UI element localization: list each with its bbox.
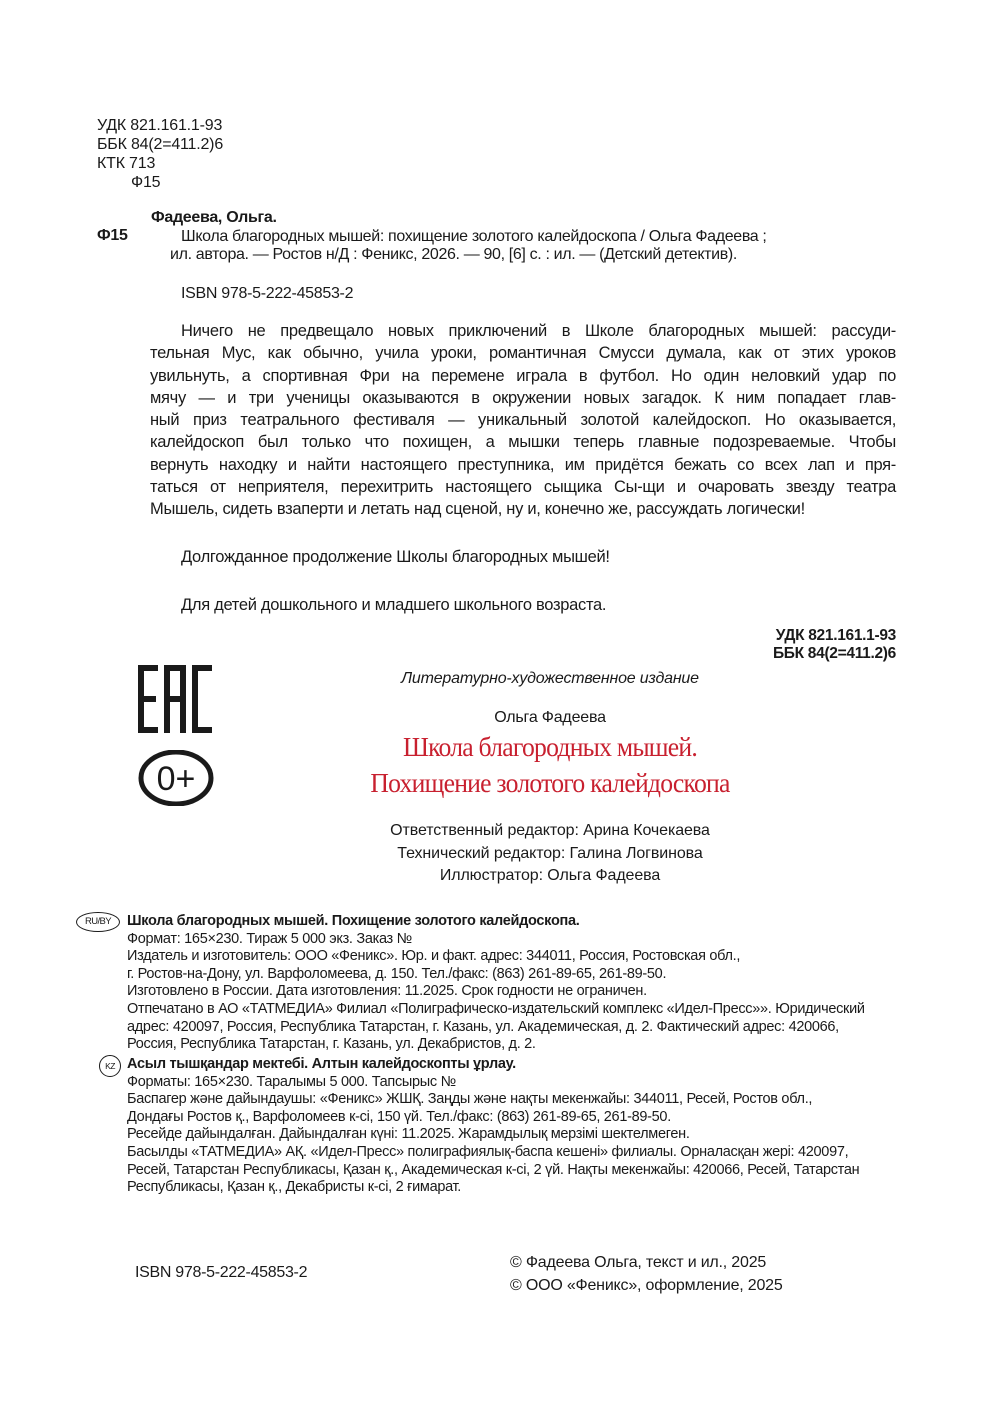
imprint-line: Россия, Республика Татарстан, г. Казань, ул. Декабристов, д. 2. — [127, 1036, 536, 1053]
udk-code: УДК 821.161.1-93 — [775, 627, 896, 644]
isbn-record: ISBN 978-5-222-45853-2 — [181, 285, 354, 302]
author-mark: Ф15 — [131, 174, 161, 191]
annotation-line: вернуть находку и найти настоящего преступника, им придётся бежать со всех лап и пря- — [150, 455, 896, 474]
classification-block — [97, 116, 223, 192]
imprint-line: адрес: 420097, Россия, Республика Татарстан, г. Казань, ул. Академическая, д. 2. Фактический адрес: 420066, — [127, 1018, 839, 1035]
imprint-line: Республикасы, Қазан қ., Декабристы к-сі, 2 ғимарат. — [127, 1179, 462, 1196]
imprint-line: Отпечатано в АО «ТАТМЕДИА» Филиал «Полиграфическо-издательский комплекс «Идел-Пресс»». Юридический — [127, 1000, 865, 1017]
credits-block — [300, 820, 800, 888]
imprint-line: Издатель и изготовитель: ООО «Феникс». Юр. и факт. адрес: 344011, Россия, Ростовская обл., — [127, 948, 741, 965]
ktk-code: КТК 713 — [97, 155, 156, 172]
imprint-line: Изготовлено в России. Дата изготовления: 11.2025. Срок годности не ограничен. — [127, 983, 647, 1000]
age-rating-icon — [138, 750, 214, 806]
copyright-author: © Фадеева Ольга, текст и ил., 2025 — [510, 1254, 767, 1271]
imprint-line: Баспагер және дайындаушы: «Феникс» ЖШҚ. Заңды және нақты мекенжайы: 344011, Ресей, Ростов обл., — [127, 1091, 813, 1108]
annotation-line: Мышель, сидеть взаперти и летать над сценой, ну и, конечно же, рассуждать логически! — [150, 500, 805, 519]
copyright-block — [510, 1251, 783, 1297]
kz-badge-icon: KZ — [99, 1055, 121, 1077]
imprint-line: Ресей, Татарстан Республикасы, Қазан қ., Академическая к-сі, 2 үй. Нақты мекенжайы: 420066, Ресей, Татарстан — [127, 1161, 860, 1178]
classification-right — [773, 627, 896, 663]
age-rating-text: 0+ — [156, 760, 196, 798]
udk-code: УДК 821.161.1-93 — [97, 117, 223, 134]
bbk-code: ББК 84(2=411.2)6 — [772, 645, 896, 662]
series-note: Долгожданное продолжение Школы благородных мышей! — [181, 548, 610, 566]
annotation-line: тельная Мус, как обычно, учила уроки, романтичная Смусси думала, как от этих уроков — [150, 344, 896, 363]
imprint-title: Асыл тышқандар мектебі. Алтын калейдоскопты ұрлау. — [127, 1056, 516, 1072]
credit-responsible-editor: Ответственный редактор: Арина Кочекаева — [390, 822, 710, 839]
bbk-code: ББК 84(2=411.2)6 — [97, 136, 224, 153]
author-heading: Фадеева, Ольга. — [151, 209, 277, 226]
isbn-footer: ISBN 978-5-222-45853-2 — [135, 1264, 308, 1281]
imprint-line: Дондағы Ростов қ., Варфоломеев к-сі, 150 үй. Тел./факс: (863) 261-89-65, 261-89-50. — [127, 1108, 671, 1125]
edition-type: Литературно-художественное издание — [401, 670, 699, 687]
imprint-title: Школа благородных мышей. Похищение золотого калейдоскопа. — [127, 913, 580, 929]
copyright-publisher: © ООО «Феникс», оформление, 2025 — [510, 1277, 783, 1294]
imprint-kz — [127, 1056, 927, 1197]
bibliographic-publication-line: ил. автора. — Ростов н/Д : Феникс, 2026. — 90, [6] с. : ил. — (Детский детектив). — [170, 246, 737, 263]
annotation-line: мячу — и три ученицы оказываются в окружении новых загадок. К ним попадает глав- — [150, 388, 896, 407]
author-name: Ольга Фадеева — [494, 709, 606, 726]
imprint-line: г. Ростов-на-Дону, ул. Варфоломеева, д. 150. Тел./факс: (863) 261-89-65, 261-89-50. — [127, 965, 667, 982]
bibliographic-title-line: Школа благородных мышей: похищение золотого калейдоскопа / Ольга Фадеева ; — [181, 228, 767, 245]
imprint-line: Форматы: 165×230. Таралымы 5 000. Тапсырыс № — [127, 1073, 456, 1090]
imprint-ru — [127, 913, 927, 1054]
credit-illustrator: Иллюстратор: Ольга Фадеева — [439, 867, 661, 884]
author-mark-code: Ф15 — [97, 227, 128, 244]
imprint-line: Басылды «ТАТМЕДИА» АҚ. «Идел-Пресс» полиграфиялық-баспа кешені» филиалы. Орналасқан жері: 420097, — [127, 1143, 849, 1160]
credit-technical-editor: Технический редактор: Галина Логвинова — [397, 844, 703, 862]
annotation-line: таться от неприятеля, перехитрить настоящего сыщика Сы-щи и очаровать звезду театра — [150, 478, 896, 497]
annotation-line: увильнуть, а спортивная Фри на перемене играла в футбол. Но один неловкий удар по — [150, 366, 896, 385]
book-title-line-1: Школа благородных мышей. — [402, 732, 698, 762]
ru-by-badge-icon: RU/BY — [76, 912, 120, 932]
annotation-line: Ничего не предвещало новых приключений в Школе благородных мышей: рассуди- — [181, 322, 896, 340]
annotation-line: калейдоскоп был только что похищен, а мышки теперь главные подозреваемые. Чтобы — [150, 433, 896, 452]
eac-mark-icon — [137, 665, 213, 733]
book-title-line-2: Похищение золотого калейдоскопа — [370, 768, 730, 798]
annotation-paragraph — [150, 320, 896, 521]
annotation-line: ный приз театрального фестиваля — уникальный золотой калейдоскоп. Но оказывается, — [150, 411, 896, 430]
audience-note: Для детей дошкольного и младшего школьного возраста. — [181, 596, 607, 614]
imprint-line: Ресейде дайындалған. Дайындалған күні: 11.2025. Жарамдылық мерзімі шектелмеген. — [127, 1126, 690, 1143]
imprint-line: Формат: 165×230. Тираж 5 000 экз. Заказ № — [127, 930, 412, 947]
